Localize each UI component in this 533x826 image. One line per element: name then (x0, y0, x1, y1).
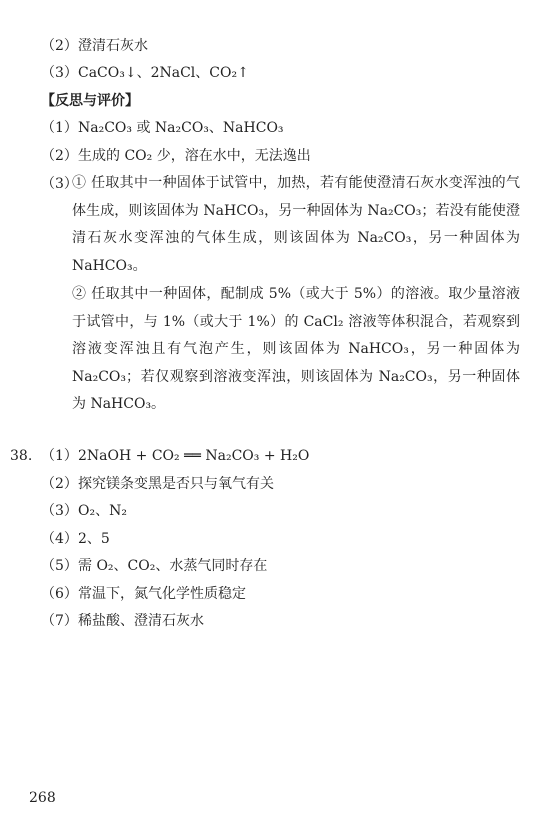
item-number: （7） (41, 613, 78, 629)
item-text: 2NaOH + CO₂ ══ Na₂CO₃ + H₂O (78, 448, 310, 464)
item-text: 稀盐酸、澄清石灰水 (78, 613, 204, 629)
item-number: （3） (41, 65, 78, 81)
item-number: （3） (41, 503, 78, 519)
item-text: CaCO₃↓、2NaCl、CO₂↑ (78, 65, 249, 81)
question-label: 38. (10, 448, 33, 464)
item-number: （5） (41, 558, 78, 574)
item-text: 澄清石灰水 (78, 38, 148, 54)
page-number: 268 (29, 790, 56, 806)
item-number: （4） (41, 531, 78, 547)
item-text: 生成的 CO₂ 少，溶在水中，无法逸出 (78, 148, 311, 164)
item-text: 常温下，氮气化学性质稳定 (78, 586, 246, 602)
answer-paragraph-1: ① 任取其中一种固体于试管中，加热，若有能使澄清石灰水变浑浊的气体生成，则该固体为 NaHCO₃，另一种固体为 Na₂CO₃；若没有能使澄清石灰水变浑浊的气体生成，则该固体为 Na₂CO₃，另一种固体为NaHCO₃。 (72, 175, 520, 274)
section-title: 【反思与评价】 (41, 93, 139, 109)
item-text: O₂、N₂ (78, 503, 127, 519)
item-text: 需 O₂、CO₂、水蒸气同时存在 (78, 558, 268, 574)
item-number: （2） (41, 476, 78, 492)
item-number: （6） (41, 586, 78, 602)
item-text: 2、5 (78, 531, 110, 547)
item-text: 探究镁条变黑是否只与氧气有关 (78, 476, 274, 492)
item-text: Na₂CO₃ 或 Na₂CO₃、NaHCO₃ (78, 120, 284, 136)
item-number: （3） (41, 176, 78, 192)
item-number: （2） (41, 148, 78, 164)
answer-paragraph-2: ② 任取其中一种固体，配制成 5%（或大于 5%）的溶液。取少量溶液于试管中，与 1%（或大于 1%）的 CaCl₂ 溶液等体积混合，若观察到溶液变浑浊且有气泡产生，则该固体为 NaHCO₃，另一种固体为 Na₂CO₃；若仅观察到溶液变浑浊，则该固体为 Na₂CO₃，另一种固体为 NaHCO₃。 (72, 286, 520, 413)
item-number: （1） (41, 120, 78, 136)
item-number: （1） (41, 448, 78, 464)
item-number: （2） (41, 38, 78, 54)
